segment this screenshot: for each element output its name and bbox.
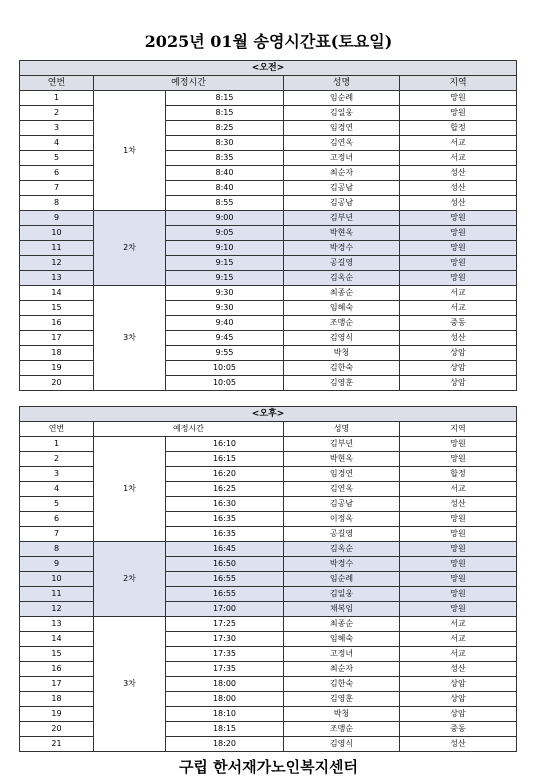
person-name: 김일웅 (284, 587, 400, 602)
row-number: 10 (20, 572, 94, 587)
scheduled-time: 16:10 (166, 437, 284, 452)
row-number: 18 (20, 692, 94, 707)
person-name: 김옥순 (284, 271, 400, 286)
region: 중동 (400, 316, 517, 331)
region: 서교 (400, 647, 517, 662)
region: 상암 (400, 346, 517, 361)
row-number: 4 (20, 482, 94, 497)
region: 성산 (400, 497, 517, 512)
table-row (20, 211, 517, 226)
person-name: 박현옥 (284, 452, 400, 467)
region: 서교 (400, 286, 517, 301)
region: 망원 (400, 271, 517, 286)
region: 성산 (400, 166, 517, 181)
pickup-group-label: 3차 (94, 617, 166, 752)
person-name: 최순자 (284, 662, 400, 677)
scheduled-time: 16:35 (166, 527, 284, 542)
scheduled-time: 16:50 (166, 557, 284, 572)
region: 서교 (400, 632, 517, 647)
person-name: 최종순 (284, 286, 400, 301)
scheduled-time: 18:10 (166, 707, 284, 722)
scheduled-time: 18:15 (166, 722, 284, 737)
column-header-no: 연번 (20, 422, 94, 437)
scheduled-time: 8:40 (166, 166, 284, 181)
person-name: 김부년 (284, 211, 400, 226)
pickup-group-label: 1차 (94, 91, 166, 211)
scheduled-time: 18:00 (166, 677, 284, 692)
region: 중동 (400, 722, 517, 737)
person-name: 공길영 (284, 256, 400, 271)
scheduled-time: 18:00 (166, 692, 284, 707)
row-number: 5 (20, 151, 94, 166)
column-header-no: 연번 (20, 76, 94, 91)
region: 상암 (400, 376, 517, 391)
scheduled-time: 16:55 (166, 572, 284, 587)
row-number: 21 (20, 737, 94, 752)
afternoon-section-label: <오후> (20, 407, 517, 422)
row-number: 13 (20, 617, 94, 632)
row-number: 3 (20, 121, 94, 136)
table-row (20, 91, 517, 106)
row-number: 5 (20, 497, 94, 512)
morning-section-label: <오전> (20, 61, 517, 76)
pickup-group-label: 2차 (94, 211, 166, 286)
afternoon-schedule-table (19, 406, 517, 752)
row-number: 9 (20, 211, 94, 226)
scheduled-time: 18:20 (166, 737, 284, 752)
table-row (20, 542, 517, 557)
region: 성산 (400, 331, 517, 346)
row-number: 12 (20, 602, 94, 617)
person-name: 박청 (284, 707, 400, 722)
row-number: 7 (20, 527, 94, 542)
row-number: 8 (20, 196, 94, 211)
person-name: 채복임 (284, 602, 400, 617)
row-number: 11 (20, 587, 94, 602)
scheduled-time: 9:05 (166, 226, 284, 241)
column-header-time: 예정시간 (94, 76, 284, 91)
person-name: 이정옥 (284, 512, 400, 527)
person-name: 김영훈 (284, 376, 400, 391)
row-number: 2 (20, 452, 94, 467)
scheduled-time: 16:35 (166, 512, 284, 527)
person-name: 김연옥 (284, 482, 400, 497)
region: 망원 (400, 542, 517, 557)
person-name: 박경수 (284, 557, 400, 572)
region: 망원 (400, 572, 517, 587)
row-number: 14 (20, 286, 94, 301)
region: 성산 (400, 737, 517, 752)
scheduled-time: 17:00 (166, 602, 284, 617)
scheduled-time: 10:05 (166, 361, 284, 376)
region: 성산 (400, 196, 517, 211)
pickup-group-label: 1차 (94, 437, 166, 542)
person-name: 김영식 (284, 331, 400, 346)
scheduled-time: 17:35 (166, 662, 284, 677)
row-number: 18 (20, 346, 94, 361)
row-number: 20 (20, 722, 94, 737)
scheduled-time: 8:35 (166, 151, 284, 166)
region: 성산 (400, 662, 517, 677)
scheduled-time: 8:15 (166, 91, 284, 106)
region: 성산 (400, 181, 517, 196)
scheduled-time: 8:25 (166, 121, 284, 136)
scheduled-time: 9:30 (166, 286, 284, 301)
scheduled-time: 16:25 (166, 482, 284, 497)
row-number: 6 (20, 512, 94, 527)
region: 합정 (400, 121, 517, 136)
row-number: 13 (20, 271, 94, 286)
scheduled-time: 16:45 (166, 542, 284, 557)
scheduled-time: 9:30 (166, 301, 284, 316)
afternoon-column-headers (20, 422, 517, 437)
person-name: 임경연 (284, 121, 400, 136)
scheduled-time: 8:15 (166, 106, 284, 121)
region: 상암 (400, 677, 517, 692)
row-number: 9 (20, 557, 94, 572)
region: 서교 (400, 151, 517, 166)
row-number: 16 (20, 662, 94, 677)
row-number: 16 (20, 316, 94, 331)
scheduled-time: 8:40 (166, 181, 284, 196)
region: 상암 (400, 361, 517, 376)
row-number: 6 (20, 166, 94, 181)
pickup-group-label: 3차 (94, 286, 166, 391)
person-name: 박청 (284, 346, 400, 361)
scheduled-time: 9:40 (166, 316, 284, 331)
page-title: 2025년 01월 송영시간표(토요일) (144, 32, 393, 51)
row-number: 12 (20, 256, 94, 271)
region: 망원 (400, 91, 517, 106)
region: 망원 (400, 226, 517, 241)
person-name: 김영식 (284, 737, 400, 752)
scheduled-time: 9:15 (166, 271, 284, 286)
person-name: 고정녀 (284, 647, 400, 662)
scheduled-time: 9:00 (166, 211, 284, 226)
scheduled-time: 17:35 (166, 647, 284, 662)
column-header-name: 성명 (284, 76, 400, 91)
scheduled-time: 9:10 (166, 241, 284, 256)
person-name: 임경연 (284, 467, 400, 482)
person-name: 김한숙 (284, 677, 400, 692)
row-number: 7 (20, 181, 94, 196)
person-name: 임혜숙 (284, 632, 400, 647)
column-header-time: 예정시간 (94, 422, 284, 437)
region: 망원 (400, 437, 517, 452)
region: 서교 (400, 301, 517, 316)
table-row (20, 286, 517, 301)
row-number: 19 (20, 707, 94, 722)
region: 망원 (400, 512, 517, 527)
region: 상암 (400, 707, 517, 722)
person-name: 최순자 (284, 166, 400, 181)
column-header-region: 지역 (400, 76, 517, 91)
region: 망원 (400, 527, 517, 542)
region: 망원 (400, 452, 517, 467)
scheduled-time: 17:25 (166, 617, 284, 632)
morning-column-headers (20, 76, 517, 91)
person-name: 김공남 (284, 181, 400, 196)
person-name: 김일웅 (284, 106, 400, 121)
row-number: 4 (20, 136, 94, 151)
row-number: 17 (20, 677, 94, 692)
row-number: 3 (20, 467, 94, 482)
region: 망원 (400, 587, 517, 602)
pickup-group-label: 2차 (94, 542, 166, 617)
row-number: 8 (20, 542, 94, 557)
region: 상암 (400, 692, 517, 707)
table-row (20, 437, 517, 452)
scheduled-time: 16:15 (166, 452, 284, 467)
row-number: 10 (20, 226, 94, 241)
row-number: 17 (20, 331, 94, 346)
person-name: 임혜숙 (284, 301, 400, 316)
row-number: 15 (20, 647, 94, 662)
person-name: 김한숙 (284, 361, 400, 376)
scheduled-time: 9:15 (166, 256, 284, 271)
column-header-region: 지역 (400, 422, 517, 437)
scheduled-time: 8:55 (166, 196, 284, 211)
row-number: 20 (20, 376, 94, 391)
row-number: 19 (20, 361, 94, 376)
region: 망원 (400, 211, 517, 226)
table-row (20, 617, 517, 632)
person-name: 조맹순 (284, 316, 400, 331)
region: 서교 (400, 482, 517, 497)
scheduled-time: 9:55 (166, 346, 284, 361)
region: 서교 (400, 136, 517, 151)
region: 망원 (400, 106, 517, 121)
person-name: 최종순 (284, 617, 400, 632)
scheduled-time: 16:55 (166, 587, 284, 602)
person-name: 김부년 (284, 437, 400, 452)
scheduled-time: 17:30 (166, 632, 284, 647)
row-number: 2 (20, 106, 94, 121)
person-name: 김공남 (284, 497, 400, 512)
row-number: 14 (20, 632, 94, 647)
column-header-name: 성명 (284, 422, 400, 437)
person-name: 임순례 (284, 91, 400, 106)
region: 망원 (400, 256, 517, 271)
scheduled-time: 16:20 (166, 467, 284, 482)
scheduled-time: 8:30 (166, 136, 284, 151)
person-name: 공길영 (284, 527, 400, 542)
region: 망원 (400, 241, 517, 256)
row-number: 1 (20, 91, 94, 106)
person-name: 박현옥 (284, 226, 400, 241)
center-name-footer: 구립 한서재가노인복지센터 (178, 758, 359, 776)
region: 망원 (400, 557, 517, 572)
morning-schedule-table (19, 60, 517, 391)
region: 서교 (400, 617, 517, 632)
scheduled-time: 9:45 (166, 331, 284, 346)
scheduled-time: 10:05 (166, 376, 284, 391)
person-name: 김옥순 (284, 542, 400, 557)
row-number: 15 (20, 301, 94, 316)
person-name: 박경수 (284, 241, 400, 256)
region: 합정 (400, 467, 517, 482)
person-name: 임순례 (284, 572, 400, 587)
region: 망원 (400, 602, 517, 617)
afternoon-section-header (20, 407, 517, 422)
person-name: 고정녀 (284, 151, 400, 166)
row-number: 1 (20, 437, 94, 452)
person-name: 김영훈 (284, 692, 400, 707)
person-name: 조맹순 (284, 722, 400, 737)
person-name: 김공남 (284, 196, 400, 211)
morning-section-header (20, 61, 517, 76)
row-number: 11 (20, 241, 94, 256)
scheduled-time: 16:30 (166, 497, 284, 512)
person-name: 김연옥 (284, 136, 400, 151)
